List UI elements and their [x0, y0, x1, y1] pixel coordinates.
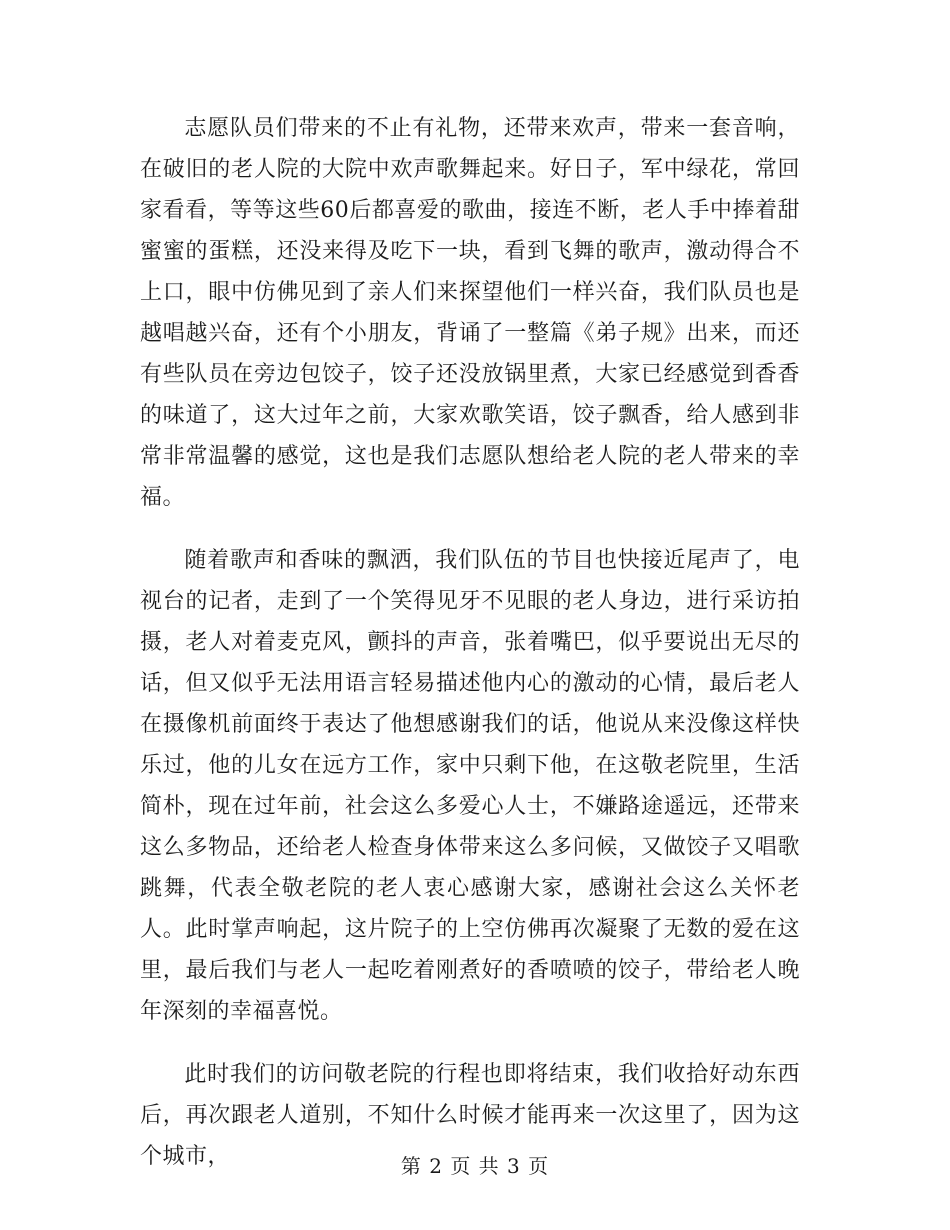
document-body [140, 108, 800, 1177]
paragraph-2-text: 随着歌声和香味的飘洒，我们队伍的节目也快接近尾声了，电视台的记者，走到了一个笑得见牙不见眼的老人身边，进行采访拍摄，老人对着麦克风，颤抖的声音，张着嘴巴，似乎要说出无尽的话，但又似乎无法用语言轻易描述他内心的激动的心情，最后老人在摄像机前面终于表达了他想感谢我们的话，他说从来没像这样快乐过，他的儿女在远方工作，家中只剩下他，在这敬老院里，生活简朴，现在过年前，社会这么多爱心人士，不嫌路途遥远，还带来这么多物品，还给老人检查身体带来这么多问候，又做饺子又唱歌跳舞，代表全敬老院的老人衷心感谢大家，感谢社会这么关怀老人。此时掌声响起，这片院子的上空仿佛再次凝聚了无数的爱在这里，最后我们与老人一起吃着刚煮好的香喷喷的饺子，带给老人晚年深刻的幸福喜悦。 [140, 548, 800, 1024]
page-number-footer: 第 2 页 共 3 页 [400, 1154, 550, 1178]
paragraph-3-text: 此时我们的访问敬老院的行程也即将结束，我们收拾好动东西后，再次跟老人道别，不知什么时候才能再来一次这里了，因为这个城市， [140, 1062, 800, 1169]
paragraph-1-text: 志愿队员们带来的不止有礼物，还带来欢声，带来一套音响，在破旧的老人院的大院中欢声歌舞起来。好日子，军中绿花，常回家看看，等等这些60后都喜爱的歌曲，接连不断，老人手中捧着甜蜜蜜的蛋糕，还没来得及吃下一块，看到飞舞的歌声，激动得合不上口，眼中仿佛见到了亲人们来探望他们一样兴奋，我们队员也是越唱越兴奋，还有个小朋友，背诵了一整篇《弟子规》出来，而还有些队员在旁边包饺子，饺子还没放锅里煮，大家已经感觉到香香的味道了，这大过年之前，大家欢歌笑语，饺子飘香，给人感到非常非常温馨的感觉，这也是我们志愿队想给老人院的老人带来的幸福。 [140, 116, 800, 510]
paragraph-1 [140, 108, 800, 518]
paragraph-2 [140, 540, 800, 1032]
